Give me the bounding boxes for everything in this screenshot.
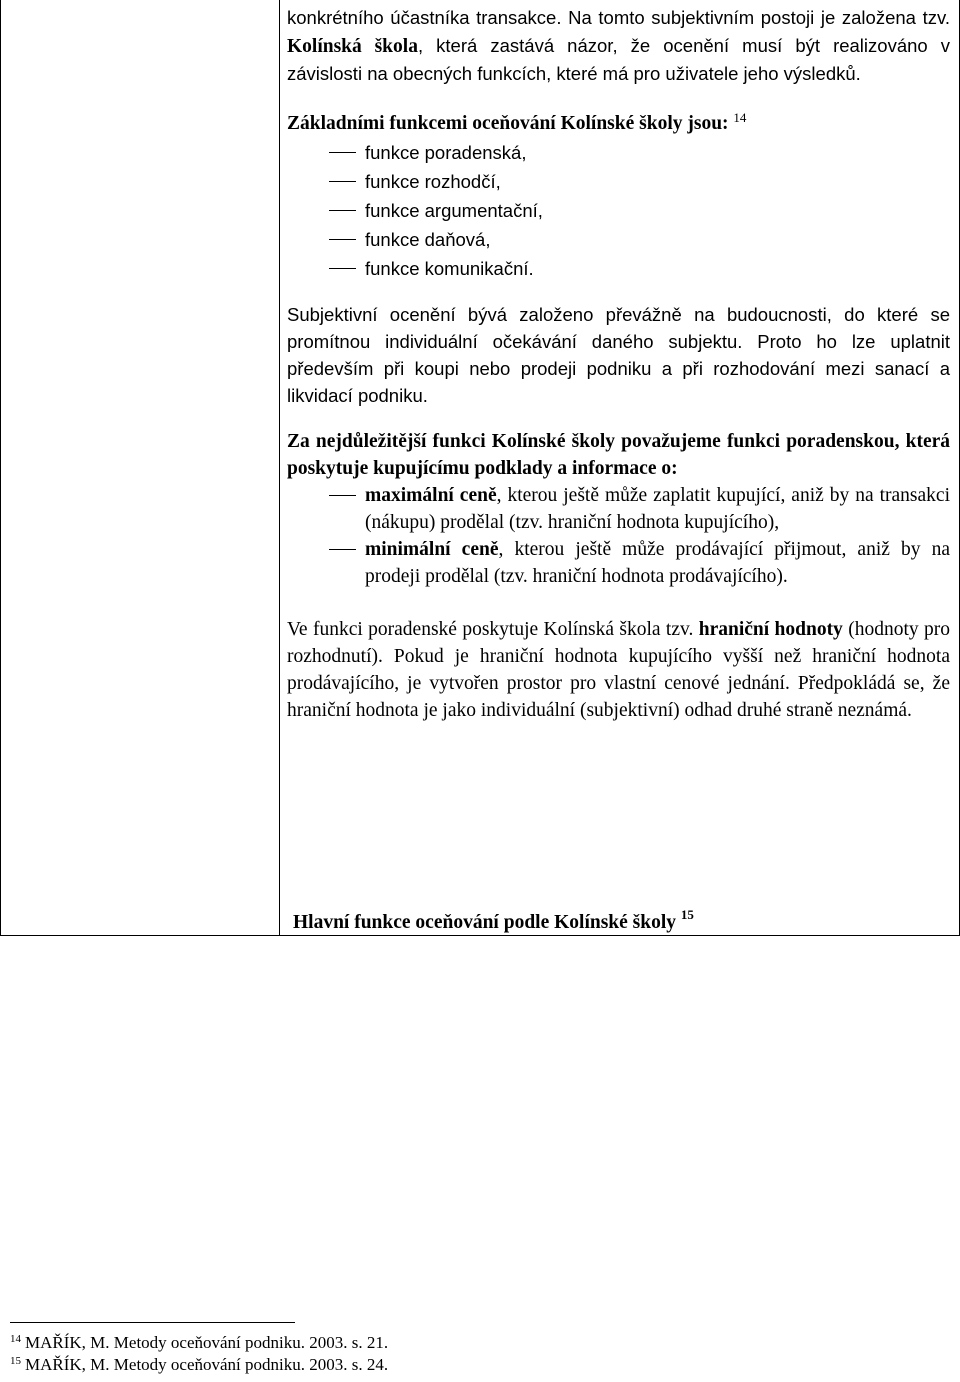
footnote: $^{15}$ MAŘÍK, M. Metody oceňování podniku. 2003. s. 24. xyxy=(10,1355,389,1374)
subjective-paragraph: Subjektivní ocenění bývá založeno převážně na budoucnosti, do které se promítnou individuální očekávání daného subjektu. Proto ho lze uplatnit především při koupi nebo prodeji podniku a při rozhodování mezi sanací a likvidací podniku. xyxy=(287,304,950,406)
footnotes xyxy=(10,1332,388,1376)
kolinska-skola-term: Kolínská škola xyxy=(287,36,418,57)
intro-paragraph xyxy=(287,4,950,88)
footnote: $^{14}$ MAŘÍK, M. Metody oceňování podniku. 2003. s. 21. xyxy=(10,1333,389,1352)
intro-text-1: konkrétního účastníka transakce. Na tomto subjektivním postoji je založena tzv. xyxy=(287,7,950,28)
footnote-separator xyxy=(10,1322,295,1323)
functions-list xyxy=(287,138,950,283)
footnote-ref-14: 14 xyxy=(733,110,747,125)
text-column xyxy=(287,4,950,724)
limit-values-paragraph: Ve funkci poradenské poskytuje Kolínská škola tzv. hraniční hodnoty (hodnoty pro rozhodnutí). Pokud je hraniční hodnota kupujícího vyšší než hraniční hodnota prodávajícího, je vytvořen prostor pro vlastní cenové jednání. Předpokládá se, že hraniční hodnota je jako individuální (subjektivní) odhad druhé straně neznámá. xyxy=(287,619,950,721)
list-item: funkce rozhodčí, xyxy=(287,167,950,196)
list-item: maximální ceně, kterou ještě může zaplatit kupující, aniž by na transakci (nákupu) prodělal (tzv. hraniční hodnota kupujícího), xyxy=(287,482,950,536)
list-item: minimální ceně, kterou ještě může prodávající přijmout, aniž by na prodeji prodělal (tzv. hraniční hodnota prodávajícího). xyxy=(287,536,950,590)
footnote-ref-15: 15 xyxy=(680,907,694,922)
section-title: Hlavní funkce oceňování podle Kolínské školy $^{15}$ xyxy=(293,907,694,933)
list-item: funkce argumentační, xyxy=(287,196,950,225)
price-list xyxy=(287,482,950,590)
advisory-paragraph: Za nejdůležitější funkci Kolínské školy považujeme funkci poradenskou, která poskytuje kupujícímu podklady a informace o: xyxy=(287,431,950,479)
list-item: funkce komunikační. xyxy=(287,254,950,283)
functions-heading: Základními funkcemi oceňování Kolínské školy jsou: $^{14}$ xyxy=(287,110,747,134)
list-item: funkce daňová, xyxy=(287,225,950,254)
intro-text-2: , která zastává názor, že ocenění musí být realizováno v závislosti na obecných funkcích, které má pro uživatele jeho výsledků. xyxy=(287,35,951,84)
list-item: funkce poradenská, xyxy=(287,138,950,167)
column-divider xyxy=(279,0,280,935)
functions-section xyxy=(287,110,950,283)
